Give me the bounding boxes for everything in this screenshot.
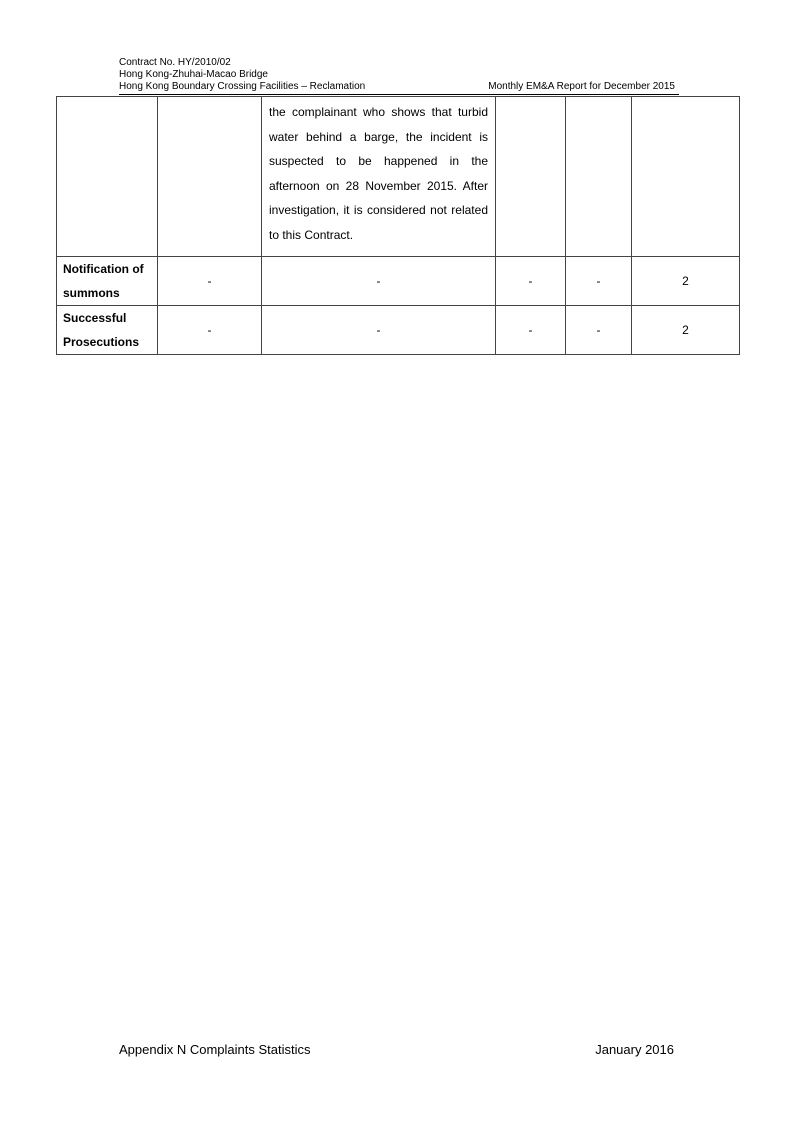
table-row-successful-prosecutions — [57, 306, 740, 355]
table-cell — [57, 97, 158, 257]
table-cell — [496, 97, 566, 257]
table-cell: 2 — [632, 306, 740, 355]
table-cell — [566, 97, 632, 257]
row-label-line: Notification of — [63, 262, 144, 276]
table-cell: - — [566, 306, 632, 355]
table-cell: - — [262, 306, 496, 355]
row-label — [57, 257, 158, 306]
facility-name: Hong Kong Boundary Crossing Facilities – Reclamation — [119, 81, 366, 92]
table-cell — [158, 97, 262, 257]
footer-date: January 2016 — [595, 1042, 674, 1057]
table-cell: - — [566, 257, 632, 306]
report-title: Monthly EM&A Report for December 2015 — [488, 81, 675, 92]
header-line — [119, 81, 679, 95]
table-cell: - — [496, 257, 566, 306]
table-row-notification-of-summons — [57, 257, 740, 306]
table-cell: - — [158, 306, 262, 355]
row-label-line: Prosecutions — [63, 335, 140, 349]
page-footer — [119, 1042, 674, 1057]
table-cell: - — [262, 257, 496, 306]
table-cell: - — [496, 306, 566, 355]
complaints-statistics-table — [56, 96, 740, 355]
table-row-continuation — [57, 97, 740, 257]
complaint-description: the complainant who shows that turbid water behind a barge, the incident is suspected to be happened in the afternoon on 28 November 2015. After investigation, it is considered not related to this Contract. — [262, 97, 496, 257]
project-name: Hong Kong-Zhuhai-Macao Bridge — [119, 69, 268, 80]
contract-number: Contract No. HY/2010/02 — [119, 57, 231, 68]
table-cell: 2 — [632, 257, 740, 306]
page-header — [119, 57, 679, 95]
table-cell: - — [158, 257, 262, 306]
row-label-line: summons — [63, 286, 120, 300]
table-cell — [632, 97, 740, 257]
row-label-line: Successful — [63, 311, 127, 325]
appendix-title: Appendix N Complaints Statistics — [119, 1042, 311, 1057]
row-label — [57, 306, 158, 355]
